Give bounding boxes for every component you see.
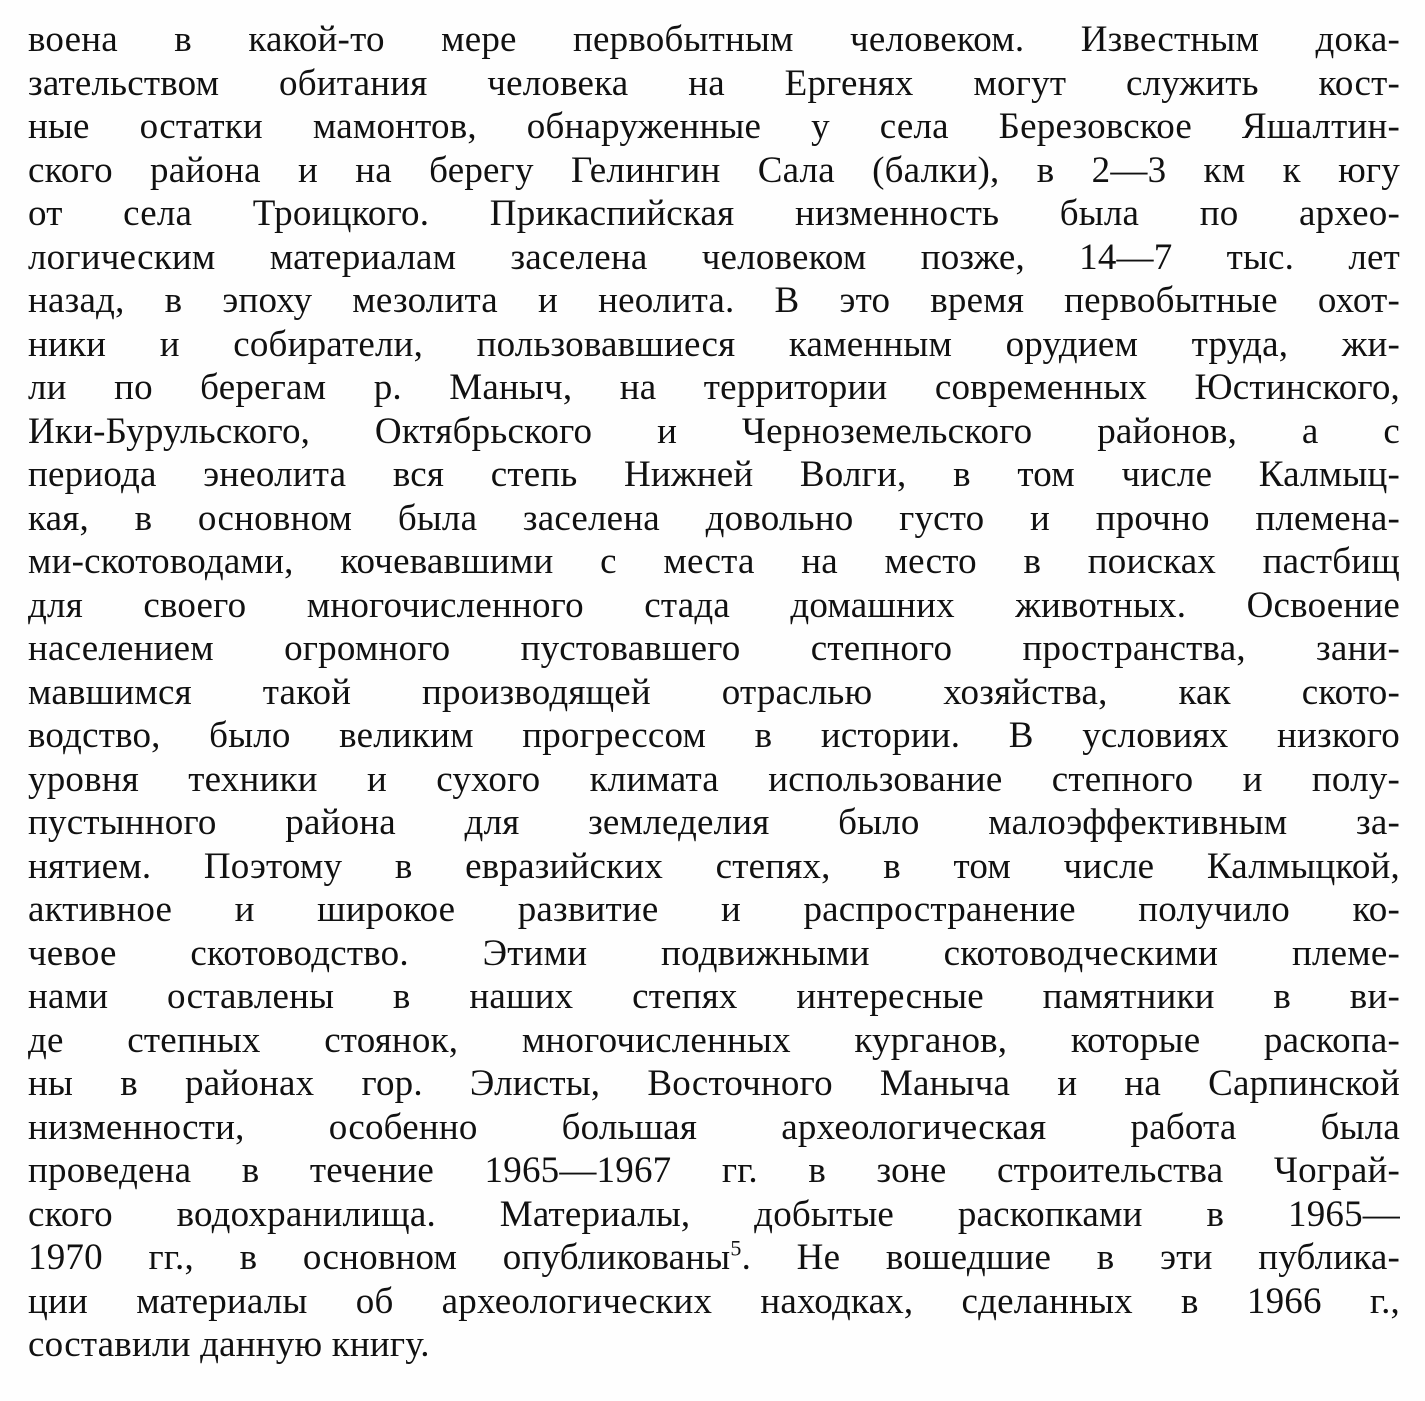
text-line: ные остатки мамонтов, обнаруженные у села Березовское Яшалтин- (28, 106, 1400, 147)
text-line: назад, в эпоху мезолита и неолита. В это время первобытные охот- (28, 280, 1400, 321)
text-line-with-footnote (28, 1236, 1400, 1280)
text-line: уровня техники и сухого климата использование степного и полу- (28, 758, 1400, 800)
text-line: проведена в течение 1965—1967 гг. в зоне строительства Чограй- (28, 1150, 1400, 1191)
text-line: от села Троицкого. Прикаспийская низменность была по архео- (28, 193, 1400, 234)
text-line: нами оставлены в наших степях интересные памятники в ви- (28, 976, 1400, 1017)
text-line: для своего многочисленного стада домашних животных. Освоение (28, 584, 1400, 626)
text-line: зательством обитания человека на Ергенях могут служить кост- (28, 62, 1400, 104)
body-text (28, 18, 1400, 1367)
text-line: ции материалы об археологических находках, сделанных в 1966 г., (28, 1280, 1400, 1322)
text-line: населением огромного пустовавшего степного пространства, зани- (28, 628, 1400, 669)
text-line: ны в районах гор. Элисты, Восточного Маныча и на Сарпинской (28, 1063, 1400, 1104)
text-line: мавшимся такой производящей отраслью хозяйства, как ското- (28, 671, 1400, 713)
text-line: кая, в основном была заселена довольно густо и прочно племена- (28, 497, 1400, 539)
text-segment: . Не вошедшие в эти публика- (741, 1237, 1400, 1278)
text-line: низменности, особенно большая археологическая работа была (28, 1106, 1400, 1148)
text-line: водство, было великим прогрессом в истории. В условиях низкого (28, 715, 1400, 756)
text-line: пустынного района для земледелия было малоэффективным за- (28, 802, 1400, 843)
text-line: чевое скотоводство. Этими подвижными скотоводческими племе- (28, 932, 1400, 974)
text-line: ли по берегам р. Маныч, на территории современных Юстинского, (28, 367, 1400, 408)
text-line: ского водохранилища. Материалы, добытые раскопками в 1965— (28, 1193, 1400, 1235)
text-line: ми-скотоводами, кочевавшими с места на место в поисках пастбищ (28, 541, 1400, 582)
text-segment: 1970 гг., в основном опубликованы (28, 1237, 731, 1278)
footnote-marker[interactable]: 5 (730, 1235, 742, 1261)
text-line: активное и широкое развитие и распространение получило ко- (28, 889, 1400, 930)
text-line: нятием. Поэтому в евразийских степях, в том числе Калмыцкой, (28, 845, 1400, 887)
text-line: воена в какой-то мере первобытным человеком. Известным дока- (28, 19, 1400, 60)
text-line: де степных стоянок, многочисленных курганов, которые раскопа- (28, 1019, 1400, 1061)
text-line: ники и собиратели, пользовавшиеся каменным орудием труда, жи- (28, 323, 1400, 365)
text-line: периода энеолита вся степь Нижней Волги, в том числе Калмыц- (28, 454, 1400, 495)
text-line-final: составили данную книгу. (28, 1324, 430, 1365)
text-line: ского района и на берегу Гелингин Сала (балки), в 2—3 км к югу (28, 149, 1400, 191)
text-line: Ики-Бурульского, Октябрьского и Черноземельского районов, а с (28, 410, 1400, 452)
text-line: логическим материалам заселена человеком позже, 14—7 тыс. лет (28, 236, 1400, 278)
